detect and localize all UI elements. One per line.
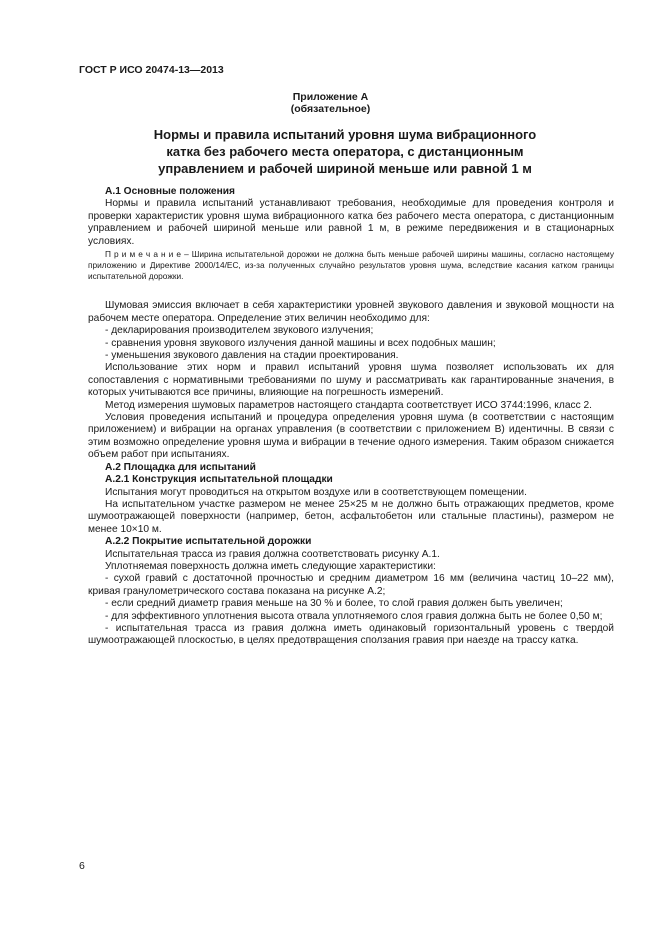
document-title — [100, 126, 590, 177]
section-heading: А.1 Основные положения — [105, 186, 235, 197]
body-paragraph: Использование этих норм и правил испытаний уровня шума позволяет использовать их для сопоставления с нормативными требованиями по шуму и рассматривать как гарантированные значения, в которых учитываются все причины, влияющие на погрешность измерений. — [88, 362, 614, 399]
document-title-line: Нормы и правила испытаний уровня шума вибрационного — [153, 127, 537, 142]
standard-code: ГОСТ Р ИСО 20474-13—2013 — [79, 64, 224, 76]
body-paragraph: - уменьшения звукового давления на стадии проектирования. — [105, 350, 399, 362]
body-paragraph: Уплотняемая поверхность должна иметь следующие характеристики: — [105, 560, 436, 572]
note-paragraph: П р и м е ч а н и е – Ширина испытательной дорожки не должна быть меньше рабочей ширины машины, согласно настоящему приложению и Директиве 2000/14/EC, из-за полученных случайно результатов уровня шума, вследствие касания катком границы испытательной дорожки. — [88, 249, 614, 281]
body-paragraph: - для эффективного уплотнения высота отвала уплотняемого слоя гравия должна быть не более 0,50 м; — [105, 610, 603, 622]
body-paragraph: Нормы и правила испытаний устанавливают требования, необходимые для проведения контроля и проверки характеристик уровня шума вибрационного катка без рабочего места оператора, с дистанционным управлением и рабочей шириной меньше или равной 1 м, в режиме передвижения и в стационарных условиях. — [88, 198, 614, 247]
body-paragraph: - сравнения уровня звукового излучения данной машины и всех подобных машин; — [105, 337, 496, 349]
appendix-status: (обязательное) — [290, 103, 371, 115]
body-paragraph: Условия проведения испытаний и процедура определения уровня шума (в соответствии с настоящим приложением) и вибрации на органах управления (в соответствии с приложением В) идентичны. В связи с этим возможно определение уровня шума и вибрации в течение одного измерения. Таким образом снижается объем работ при испытаниях. — [88, 412, 614, 461]
body-paragraph: Метод измерения шумовых параметров настоящего стандарта соответствует ИСО 3744:1996, класс 2. — [105, 399, 592, 411]
section-heading: А.2.1 Конструкция испытательной площадки — [105, 474, 333, 486]
body-paragraph: Испытательная трасса из гравия должна соответствовать рисунку А.1. — [105, 548, 440, 560]
page-number: 6 — [79, 860, 85, 872]
body-paragraph: - если средний диаметр гравия меньше на 30 % и более, то слой гравия должен быть увеличен; — [105, 598, 563, 610]
body-paragraph: - декларирования производителем звукового излучения; — [105, 325, 374, 337]
document-title-line: катка без рабочего места оператора, с дистанционным — [166, 144, 524, 159]
appendix-title: Приложение А — [292, 91, 369, 103]
document-body — [88, 186, 614, 648]
section-heading: А.2.2 Покрытие испытательной дорожки — [105, 536, 312, 548]
body-paragraph: - испытательная трасса из гравия должна иметь одинаковый горизонтальный уровень с твердой шумоотражающей плоскостью, в целях предотвращения сползания гравия при наезде на трассу катка. — [88, 622, 614, 647]
body-paragraph: Испытания могут проводиться на открытом воздухе или в соответствующем помещении. — [105, 486, 527, 498]
document-title-line: управлением и рабочей шириной меньше или равной 1 м — [158, 161, 532, 176]
section-heading: А.2 Площадка для испытаний — [105, 461, 256, 473]
body-paragraph: На испытательном участке размером не менее 25×25 м не должно быть отражающих предметов, кроме шумоотражающей поверхности (например, бетон, асфальтобетон или стальные пластины), размером не менее 10×10 м. — [88, 498, 614, 535]
body-paragraph: - сухой гравий с достаточной прочностью и средним диаметром 16 мм (величина частиц 10–22 мм), кривая гранулометрического состава показана на рисунке А.2; — [88, 573, 614, 597]
body-paragraph: Шумовая эмиссия включает в себя характеристики уровней звукового давления и звуковой мощности на рабочем месте оператора. Определение этих величин необходимо для: — [88, 300, 614, 324]
